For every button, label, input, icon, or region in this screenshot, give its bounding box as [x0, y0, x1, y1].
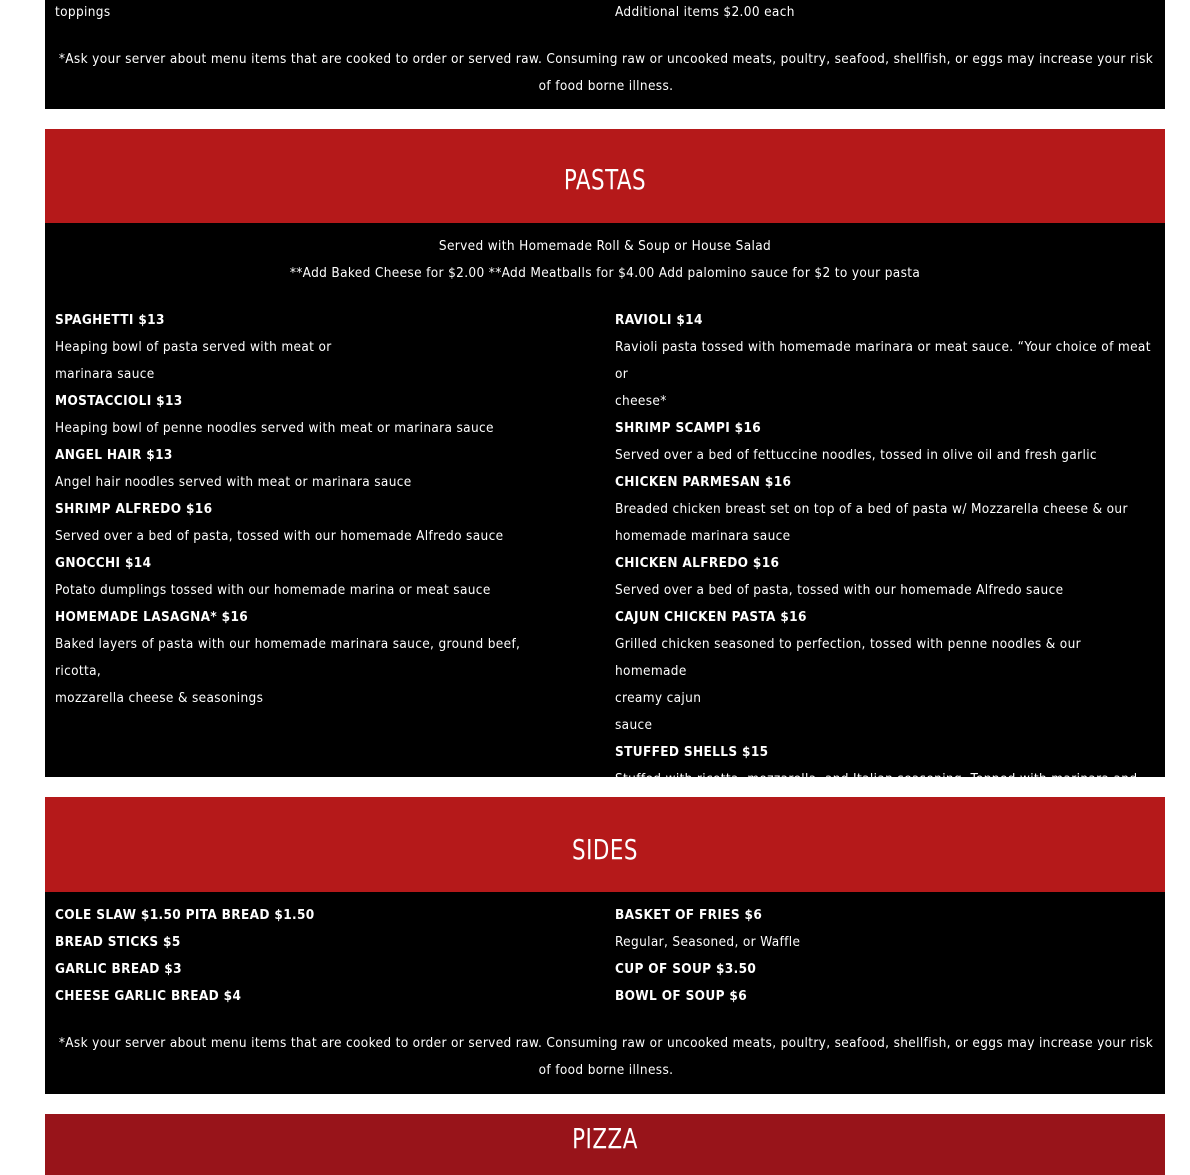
menu-item-description: marinara sauce: [55, 366, 155, 382]
sides-left-column: [55, 902, 555, 1010]
raw-food-disclaimer: *Ask your server about menu items that are cooked to order or served raw. Consuming raw or uncooked meats, poultry, seafood, shellfish, or eggs may increase your risk of food borne illness.: [58, 51, 1154, 94]
sides-raw-food-disclaimer: *Ask your server about menu items that are cooked to order or served raw. Consuming raw or uncooked meats, poultry, seafood, shellfish, or eggs may increase your risk of food borne illness.: [58, 1035, 1154, 1078]
side-item-description: Regular, Seasoned, or Waffle: [615, 934, 801, 950]
pizza-title: PIZZA: [572, 1122, 638, 1155]
menu-item-description: Heaping bowl of penne noodles served with meat or marinara sauce: [55, 420, 494, 436]
menu-item-name: SPAGHETTI $13: [55, 312, 165, 328]
side-item: BREAD STICKS $5: [55, 934, 181, 950]
side-item: BASKET OF FRIES $6: [615, 907, 763, 923]
pastas-header: [45, 129, 1165, 223]
menu-item-description: Served over a bed of fettuccine noodles, tossed in olive oil and fresh garlic: [615, 447, 1097, 463]
menu-item-name: HOMEMADE LASAGNA* $16: [55, 609, 249, 625]
menu-item-description: Served over a bed of pasta, tossed with our homemade Alfredo sauce: [55, 528, 504, 544]
additional-items-note: Additional items $2.00 each: [615, 4, 795, 20]
menu-item-name: STUFFED SHELLS $15: [615, 744, 769, 760]
pastas-intro-line-2: **Add Baked Cheese for $2.00 **Add Meatballs for $4.00 Add palomino sauce for $2 to your pasta: [289, 265, 921, 281]
previous-section-panel: [45, 0, 1165, 109]
menu-item-name: CAJUN CHICKEN PASTA $16: [615, 609, 807, 625]
pastas-left-column: [55, 307, 555, 712]
sides-right-column: [615, 902, 1155, 1010]
menu-item-name: MOSTACCIOLI $13: [55, 393, 183, 409]
menu-item-description: mozzarella cheese & seasonings: [55, 690, 264, 706]
pastas-panel: [45, 223, 1165, 787]
menu-item-description: Baked layers of pasta with our homemade marinara sauce, ground beef, ricotta,: [55, 636, 521, 679]
menu-item-description: Stuffed with ricotta, mozzarella, and Italian seasoning. Topped with marinara and: [615, 771, 1138, 787]
pastas-intro-line-1: Served with Homemade Roll & Soup or House Salad: [438, 238, 772, 254]
menu-item-name: ANGEL HAIR $13: [55, 447, 173, 463]
menu-item-description: sauce: [615, 717, 653, 733]
side-item: BOWL OF SOUP $6: [615, 988, 747, 1004]
menu-item-description: Angel hair noodles served with meat or marinara sauce: [55, 474, 412, 490]
menu-item-name: CHICKEN PARMESAN $16: [615, 474, 792, 490]
toppings-fragment: toppings: [55, 4, 111, 20]
menu-item-description: Served over a bed of pasta, tossed with our homemade Alfredo sauce: [615, 582, 1064, 598]
menu-item-description: Grilled chicken seasoned to perfection, tossed with penne noodles & our homemade: [615, 636, 1081, 679]
sides-header: [45, 797, 1165, 892]
menu-item-description: Potato dumplings tossed with our homemade marina or meat sauce: [55, 582, 491, 598]
sides-title: SIDES: [571, 833, 639, 866]
side-item: GARLIC BREAD $3: [55, 961, 182, 977]
pastas-right-column: [615, 307, 1155, 847]
menu-item-description: Ravioli pasta tossed with homemade marinara or meat sauce. “Your choice of meat or: [615, 339, 1151, 382]
sides-panel: [45, 892, 1165, 1094]
menu-item-description: homemade marinara sauce: [615, 528, 791, 544]
menu-item-description: creamy cajun: [615, 690, 702, 706]
menu-item-description: Breaded chicken breast set on top of a bed of pasta w/ Mozzarella cheese & our: [615, 501, 1128, 517]
menu-item-name: CHICKEN ALFREDO $16: [615, 555, 780, 571]
pastas-title: PASTAS: [563, 163, 647, 196]
menu-item-name: SHRIMP ALFREDO $16: [55, 501, 213, 517]
menu-item-name: RAVIOLI $14: [615, 312, 703, 328]
menu-item-name: GNOCCHI $14: [55, 555, 152, 571]
menu-item-description: cheese*: [615, 393, 667, 409]
side-item: CHEESE GARLIC BREAD $4: [55, 988, 242, 1004]
side-item: CUP OF SOUP $3.50: [615, 961, 757, 977]
menu-item-name: SHRIMP SCAMPI $16: [615, 420, 762, 436]
pizza-header: [45, 1114, 1165, 1175]
side-item: COLE SLAW $1.50 PITA BREAD $1.50: [55, 907, 315, 923]
menu-item-description: Heaping bowl of pasta served with meat or: [55, 339, 332, 355]
